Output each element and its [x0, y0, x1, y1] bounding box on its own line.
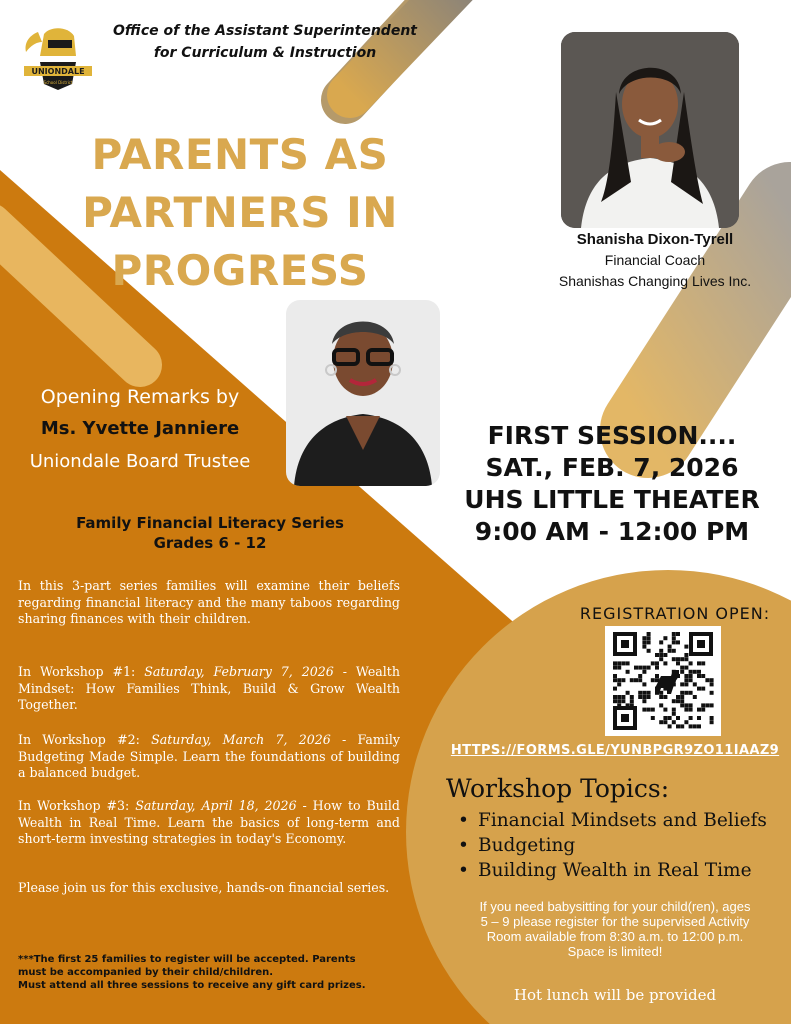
babysitting-line1: If you need babysitting for your child(ren), ages	[479, 899, 751, 914]
registration-link[interactable]: HTTPS://FORMS.GLE/YUNBPGR9ZO11IAAZ9	[450, 743, 780, 758]
topic-item: • Financial Mindsets and Beliefs	[458, 808, 788, 833]
topics-list	[458, 808, 788, 883]
speaker-role: Financial Coach	[604, 252, 706, 268]
speaker-photo	[561, 32, 739, 228]
registration-label: REGISTRATION OPEN:	[579, 604, 771, 623]
logo-text: UNIONDALE	[31, 67, 85, 76]
uniondale-logo	[18, 22, 98, 92]
title-line1: PARENTS AS	[91, 130, 389, 179]
series-grades: Grades 6 - 12	[153, 534, 267, 552]
workshop-3-desc: - How to Build Wealth in Real Time. Learn the basics of long-term and short-term investing strategies in today's Economy.	[18, 798, 400, 846]
workshop-2-label: In Workshop #2:	[18, 732, 152, 747]
fine-print-line1: ***The first 25 families to register will be accepted. Parents	[18, 954, 356, 965]
topic-item: • Building Wealth in Real Time	[458, 858, 788, 883]
title-line3: PROGRESS	[111, 246, 369, 295]
workshop-1-date: Saturday, February 7, 2026	[144, 664, 334, 679]
join-text: Please join us for this exclusive, hands-on financial series.	[18, 880, 390, 895]
session-location: UHS LITTLE THEATER	[464, 485, 760, 514]
qr-code[interactable]	[605, 626, 721, 736]
opening-remarks-label: Opening Remarks by	[40, 386, 240, 408]
workshop-2-desc: - Family Budgeting Made Simple. Learn the foundations of building a balanced budget.	[18, 732, 400, 780]
series-title-line1: Family Financial Literacy Series	[76, 514, 344, 532]
babysitting-line2: 5 – 9 please register for the supervised Activity	[480, 914, 750, 929]
workshop-3-label: In Workshop #3:	[18, 798, 136, 813]
workshop-1-label: In Workshop #1:	[18, 664, 145, 679]
session-time: 9:00 AM - 12:00 PM	[474, 517, 750, 546]
lunch-note: Hot lunch will be provided	[513, 986, 717, 1004]
workshop-3	[18, 798, 400, 848]
fine-print-line2: must be accompanied by their child/children.	[18, 967, 274, 978]
trustee-title: Uniondale Board Trustee	[29, 451, 251, 472]
title-line2: PARTNERS IN	[82, 188, 398, 237]
office-line1: Office of the Assistant Superintendent	[113, 23, 417, 39]
series-intro: In this 3-part series families will examine their beliefs regarding financial literacy and the many taboos regarding sharing finances with their children.	[18, 578, 400, 626]
speaker-org: Shanishas Changing Lives Inc.	[558, 273, 752, 289]
office-line2: for Curriculum & Instruction	[153, 45, 377, 61]
office-heading	[100, 20, 430, 64]
workshop-1	[18, 664, 400, 714]
babysitting-line3: Room available from 8:30 a.m. to 12:00 p.m.	[486, 929, 744, 944]
series-title	[30, 513, 390, 553]
topic-item: • Budgeting	[458, 833, 788, 858]
workshop-2-date: Saturday, March 7, 2026	[151, 732, 331, 747]
workshop-3-date: Saturday, April 18, 2026	[135, 798, 297, 813]
fine-print-line3: Must attend all three sessions to receive any gift card prizes.	[18, 980, 366, 991]
workshop-2	[18, 732, 400, 782]
babysitting-note	[455, 899, 775, 959]
session-date: SAT., FEB. 7, 2026	[485, 453, 739, 482]
speaker-name: Shanisha Dixon-Tyrell	[576, 231, 734, 248]
trustee-photo	[286, 300, 440, 486]
babysitting-line4: Space is limited!	[567, 944, 663, 959]
event-title	[60, 126, 420, 300]
fine-print	[18, 953, 402, 992]
logo-subtext: School District	[43, 80, 73, 85]
trustee-name: Ms. Yvette Janniere	[40, 418, 240, 439]
workshop-1-desc: - Wealth Mindset: How Families Think, Build & Grow Wealth Together.	[18, 664, 400, 712]
session-line1: FIRST SESSION....	[487, 421, 737, 450]
topics-title: Workshop Topics:	[446, 774, 670, 803]
